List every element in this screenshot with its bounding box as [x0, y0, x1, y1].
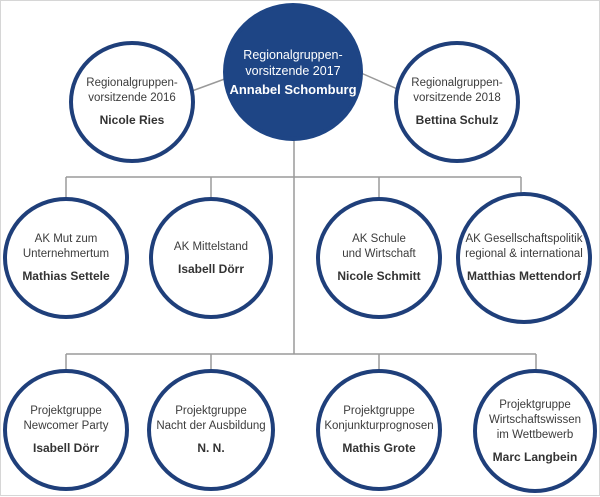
node-role-line: Projektgruppe [343, 405, 415, 417]
node-role-line: vorsitzende 2017 [245, 64, 341, 78]
node-role-line: Projektgruppe [175, 405, 247, 417]
node-role-line: Regionalgruppen- [243, 48, 343, 62]
node-role-line: Unternehmertum [22, 248, 110, 260]
node-role-line: Konjunkturprognosen [324, 420, 434, 432]
node-pg-nacht-der-ausbildung [147, 369, 275, 491]
node-role-line: Projektgruppe [499, 398, 571, 411]
node-chair-2016 [69, 41, 195, 163]
node-person-name: Nicole Schmitt [337, 269, 421, 283]
node-role-line: vorsitzende 2018 [413, 92, 501, 104]
node-role-line: Projektgruppe [30, 405, 102, 417]
node-role-line: Nacht der Ausbildung [156, 420, 266, 432]
node-role-line: vorsitzende 2016 [88, 92, 176, 104]
node-person-name: Annabel Schomburg [229, 82, 357, 97]
node-role-line: im Wettbewerb [496, 428, 574, 441]
node-person-name: Mathias Settele [22, 269, 110, 283]
node-chair-2018 [394, 41, 520, 163]
node-role-line: regional & international [465, 248, 583, 260]
node-person-name: Isabell Dörr [177, 261, 245, 276]
node-pg-newcomer-party [3, 369, 129, 491]
node-role-line: Regionalgruppen- [86, 77, 178, 89]
node-pg-wirtschaftswissen [473, 369, 597, 493]
node-role-line: AK Mut zum [34, 233, 98, 245]
node-role-line: und Wirtschaft [342, 248, 416, 260]
node-person-name: Mathis Grote [342, 441, 416, 455]
node-role-line: AK Schule [352, 233, 406, 245]
node-pg-konjunkturprognosen [316, 369, 442, 491]
node-role-line: Wirtschaftswissen [488, 413, 582, 426]
node-person-name: Marc Langbein [492, 449, 578, 464]
node-person-name: Nicole Ries [99, 113, 165, 127]
node-role-line: Newcomer Party [23, 420, 109, 432]
node-role-line: AK Gesellschaftspolitik [465, 233, 583, 245]
node-ak-schule-und-wirtschaft [316, 197, 442, 319]
node-role-line: Regionalgruppen- [411, 77, 503, 89]
node-person-name: Matthias Mettendorf [467, 269, 581, 283]
node-ak-mittelstand [149, 197, 273, 319]
node-person-name: N. N. [197, 441, 225, 455]
node-person-name: Isabell Dörr [32, 441, 100, 455]
node-chair-2017 [223, 3, 363, 141]
node-ak-gesellschaftspolitik [456, 192, 592, 324]
node-ak-mut-zum-unternehmertum [3, 197, 129, 319]
node-person-name: Bettina Schulz [415, 113, 499, 127]
node-role-line: AK Mittelstand [173, 240, 249, 253]
